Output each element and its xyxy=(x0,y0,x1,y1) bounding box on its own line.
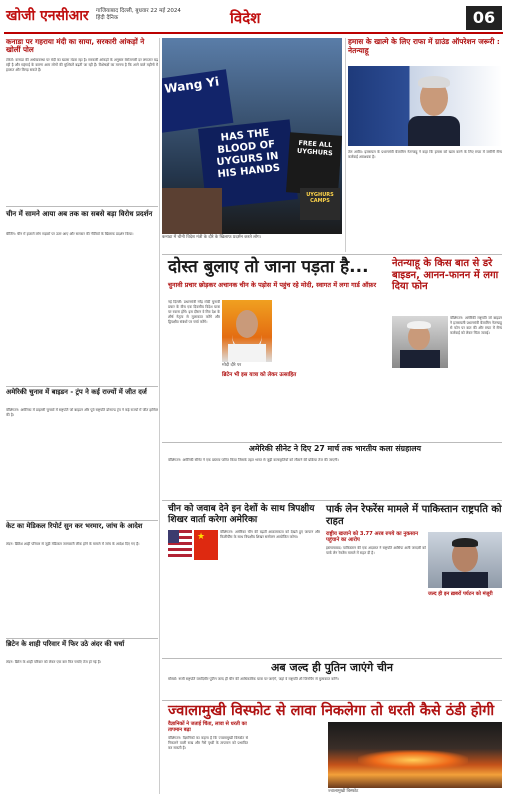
zardari-photo xyxy=(428,532,502,588)
gaza-body: तेल अवीव: इजरायल के प्रधानमंत्री बेंजामिन नेतन्याहू ने कहा कि हमास को खत्म करने के लिए राफा में जमीनी सैन्य कार्रवाई आवश्यक है। xyxy=(348,150,502,160)
newspaper-logo: खोजी एनसीआर xyxy=(6,8,89,24)
divider xyxy=(162,700,502,701)
china-trilateral-body-col2 xyxy=(168,562,218,656)
netanyahu-photo xyxy=(348,66,502,146)
biden-photo xyxy=(392,316,448,368)
china-trilateral-headline: चीन को जवाब देने इन देशों के साथ त्रिपक्षीय शिखर वार्ता करेगा अमेरिका xyxy=(168,504,315,525)
gaza-headline: हमास के खात्मे के लिए राफा में ग्राउंड ऑपरेशन जरूरी : नेतन्याहू xyxy=(348,37,500,55)
china-flag xyxy=(194,530,218,560)
putin-body: मॉस्को: रूसी राष्ट्रपति व्लादिमीर पुतिन जल्द ही चीन की आधिकारिक यात्रा पर जाएंगे, जहां वे राष्ट्रपति शी जिनपिंग से मुलाकात करेंगे। xyxy=(168,677,339,681)
section-title: विदेश xyxy=(230,9,261,27)
us-election-body: वॉशिंगटन: अमेरिका में प्राइमरी चुनावों में राष्ट्रपति जो बाइडन और पूर्व राष्ट्रपति डोनाल्ड ट्रंप ने कई राज्यों में जीत हासिल की है। xyxy=(6,408,158,418)
pakistan-side-body xyxy=(428,602,502,656)
netanyahu-hair xyxy=(418,76,450,88)
column-rule xyxy=(345,38,346,252)
britain-headline: ब्रिटेन के शाही परिवार में फिर उठे अंदर की चर्चा xyxy=(6,640,125,648)
biden-suit xyxy=(400,350,440,368)
netanyahu-headline: नेतन्याहू के किस बात से डरे बाइडन, आनन-फानन में लगा दिया फोन xyxy=(392,258,499,292)
putin-headline: अब जल्द ही पुतिन जाएंगे चीन xyxy=(271,661,393,674)
canada-body: टोरंटो: कनाडा की अर्थव्यवस्था पर मंदी का खतरा मंडरा रहा है। सरकारी आंकड़ों के अनुसार बेरोजगारी दर लगातार बढ़ रही है और महंगाई के कारण आम लोगों की मुश्किलें बढ़ती जा रही हैं। विशेषज्ञों का मानना है कि आने वाले महीनों में हालात और बिगड़ सकते हैं। xyxy=(6,58,158,73)
kate-headline: केट का मेडिकल रिपोर्ट सुन कर भरमार, जांच के आदेश xyxy=(6,522,143,530)
zardari-hair xyxy=(452,538,478,547)
column-rule xyxy=(159,38,160,794)
britain-body: लंदन: ब्रिटेन के शाही परिवार को लेकर एक बार फिर चर्चाएं तेज हो गई हैं। xyxy=(6,660,101,664)
divider xyxy=(162,500,502,501)
us-flag-canton xyxy=(168,530,179,543)
volcano-body: वॉशिंगटन: वैज्ञानिकों का कहना है कि ज्वालामुखी विस्फोट से निकलने वाली राख और गैसें पृथ्वी के तापमान को प्रभावित कर सकती हैं। xyxy=(168,736,248,751)
lead-subhead: चुनावी प्रचार छोड़कर अचानक चीन के पड़ोस में पहुंच रहे मोदी, स्वागत में लगा गार्ड ऑफ़र xyxy=(168,281,377,289)
divider xyxy=(6,520,158,521)
sign-text-free: FREE ALL UYGHURS xyxy=(296,138,333,158)
us-aid-body: वॉशिंगटन: अमेरिकी सीनेट ने एक प्रस्ताव पारित किया जिसके तहत भारत से जुड़ी कलाकृतियों को लौटाने की प्रक्रिया तेज की जाएगी। xyxy=(168,458,339,462)
netanyahu-body-col2 xyxy=(392,370,448,440)
volcano-photo xyxy=(328,722,502,788)
masthead-rule xyxy=(4,32,503,34)
china-trilateral-body: वॉशिंगटन: अमेरिका चीन की बढ़ती आक्रामकता को देखते हुए जापान और फिलीपींस के साथ त्रिपक्षीय शिखर सम्मेलन आयोजित करेगा। xyxy=(220,530,320,540)
lead-photo xyxy=(222,300,272,362)
volcano-kicker: वैज्ञानिकों ने जताई चिंता, लावा से धरती का तापमान बढ़ा xyxy=(168,721,247,733)
divider xyxy=(162,658,502,659)
divider xyxy=(162,442,502,443)
sign-text-wang-yi: Wang Yi xyxy=(163,74,220,96)
lead-kicker: ब्रिटेन भी इस यात्रा को लेकर उत्साहित xyxy=(222,372,297,378)
lava-glow xyxy=(358,750,468,770)
netanyahu-suit xyxy=(408,116,460,146)
lead-body: नई दिल्ली: प्रधानमंत्री नरेंद्र मोदी चुनावी प्रचार के बीच एक दिवसीय विदेश यात्रा पर रवाना होंगे। इस दौरान वे मित्र देश के शीर्ष नेतृत्व से मुलाकात करेंगे और द्विपक्षीय संबंधों पर चर्चा करेंगे। xyxy=(168,300,220,325)
divider xyxy=(6,638,158,639)
sign-text-blood: HAS THE BLOOD OF UYGURS IN HIS HANDS xyxy=(216,127,281,181)
pakistan-body: इस्लामाबाद: पाकिस्तान की एक अदालत ने राष्ट्रपति आसिफ अली जरदारी को पार्क लेन रेफरेंस मामले में राहत दी है। xyxy=(326,546,426,556)
us-aid-headline: अमेरिकी सीनेट ने दिए 27 मार्च तक भारतीय कला संग्रहालय xyxy=(248,444,422,453)
protest-sign-wang-yi xyxy=(162,69,233,132)
kate-body: लंदन: ब्रिटिश शाही परिवार से जुड़ी मेडिकल जानकारी लीक होने के मामले में जांच के आदेश दिए गए हैं। xyxy=(6,542,140,546)
lead-body-col3 xyxy=(334,300,390,440)
pakistan-kicker: राष्ट्रीय खजाने को 3.77 अरब रुपये का नुकसान पहुंचाने का आरोप xyxy=(326,531,418,543)
sign-text-camps: UYGHURS CAMPS xyxy=(306,192,334,204)
canada-headline: कनाडा पर गहराया मंदी का साया, सरकारी आंकड़ों ने खोलीं पोल xyxy=(6,37,145,55)
dateline xyxy=(96,8,181,22)
us-flag xyxy=(168,530,192,560)
lead-headline: दोस्त बुलाए तो जाना पड़ता है... xyxy=(168,257,369,277)
volcano-headline: ज्वालामुखी विस्फोट से लावा निकलेगा तो धरती कैसे ठंडी होगी xyxy=(168,703,495,719)
china-flag-star: ★ xyxy=(197,532,206,542)
lead-photo-caption: मोदी दौरे पर xyxy=(222,363,242,368)
protest-photo xyxy=(162,38,342,234)
flags-photo xyxy=(168,530,218,560)
protester-face xyxy=(162,188,222,234)
dateline-edition: हिंदी दैनिक xyxy=(96,15,119,21)
divider xyxy=(162,254,502,255)
pakistan-side-kicker: जल्द ही इन ख़बरों पर्यटन को मंजूरी xyxy=(428,591,493,597)
netanyahu-body: वॉशिंगटन: अमेरिकी राष्ट्रपति जो बाइडन ने इजरायली प्रधानमंत्री बेंजामिन नेतन्याहू से फोन पर बात की और राफा में सैन्य कार्रवाई को लेकर चिंता जताई। xyxy=(450,316,502,336)
china-protest-body: बीजिंग: चीन में हजारों लोग सड़कों पर उतर आए और सरकार की नीतियों के खिलाफ प्रदर्शन किया। xyxy=(6,232,134,236)
us-election-headline: अमेरिकी चुनाव में बाइडन - ट्रंप ने कई राज्यों में जीत दर्ज xyxy=(6,388,147,396)
page-number: 06 xyxy=(466,6,502,30)
zardari-suit xyxy=(442,572,488,588)
lead-body-col2 xyxy=(274,300,332,368)
protest-sign-free xyxy=(286,132,342,195)
divider xyxy=(6,206,158,207)
pakistan-headline: पार्क लेन रेफरेंस मामले में पाकिस्तान राष्ट्रपति को राहत xyxy=(326,504,502,527)
divider xyxy=(6,386,158,387)
volcano-photo-caption: ज्वालामुखी विस्फोट xyxy=(328,789,359,794)
modi-kurta xyxy=(228,344,266,362)
china-protest-headline: चीन में सामने आया अब तक का सबसे बड़ा विरोध प्रदर्शन xyxy=(6,210,153,218)
volcano-body-col2 xyxy=(250,722,326,796)
protest-sign-camps xyxy=(300,188,340,220)
dateline-date: गाजियाबाद दिल्ली, बुधवार 22 मई 2024 xyxy=(96,8,181,14)
biden-hair xyxy=(407,321,431,329)
protest-photo-caption: कनाडा में चीनी विदेश मंत्री के दौरे के खिलाफ प्रदर्शन करते लोग। xyxy=(162,235,262,240)
